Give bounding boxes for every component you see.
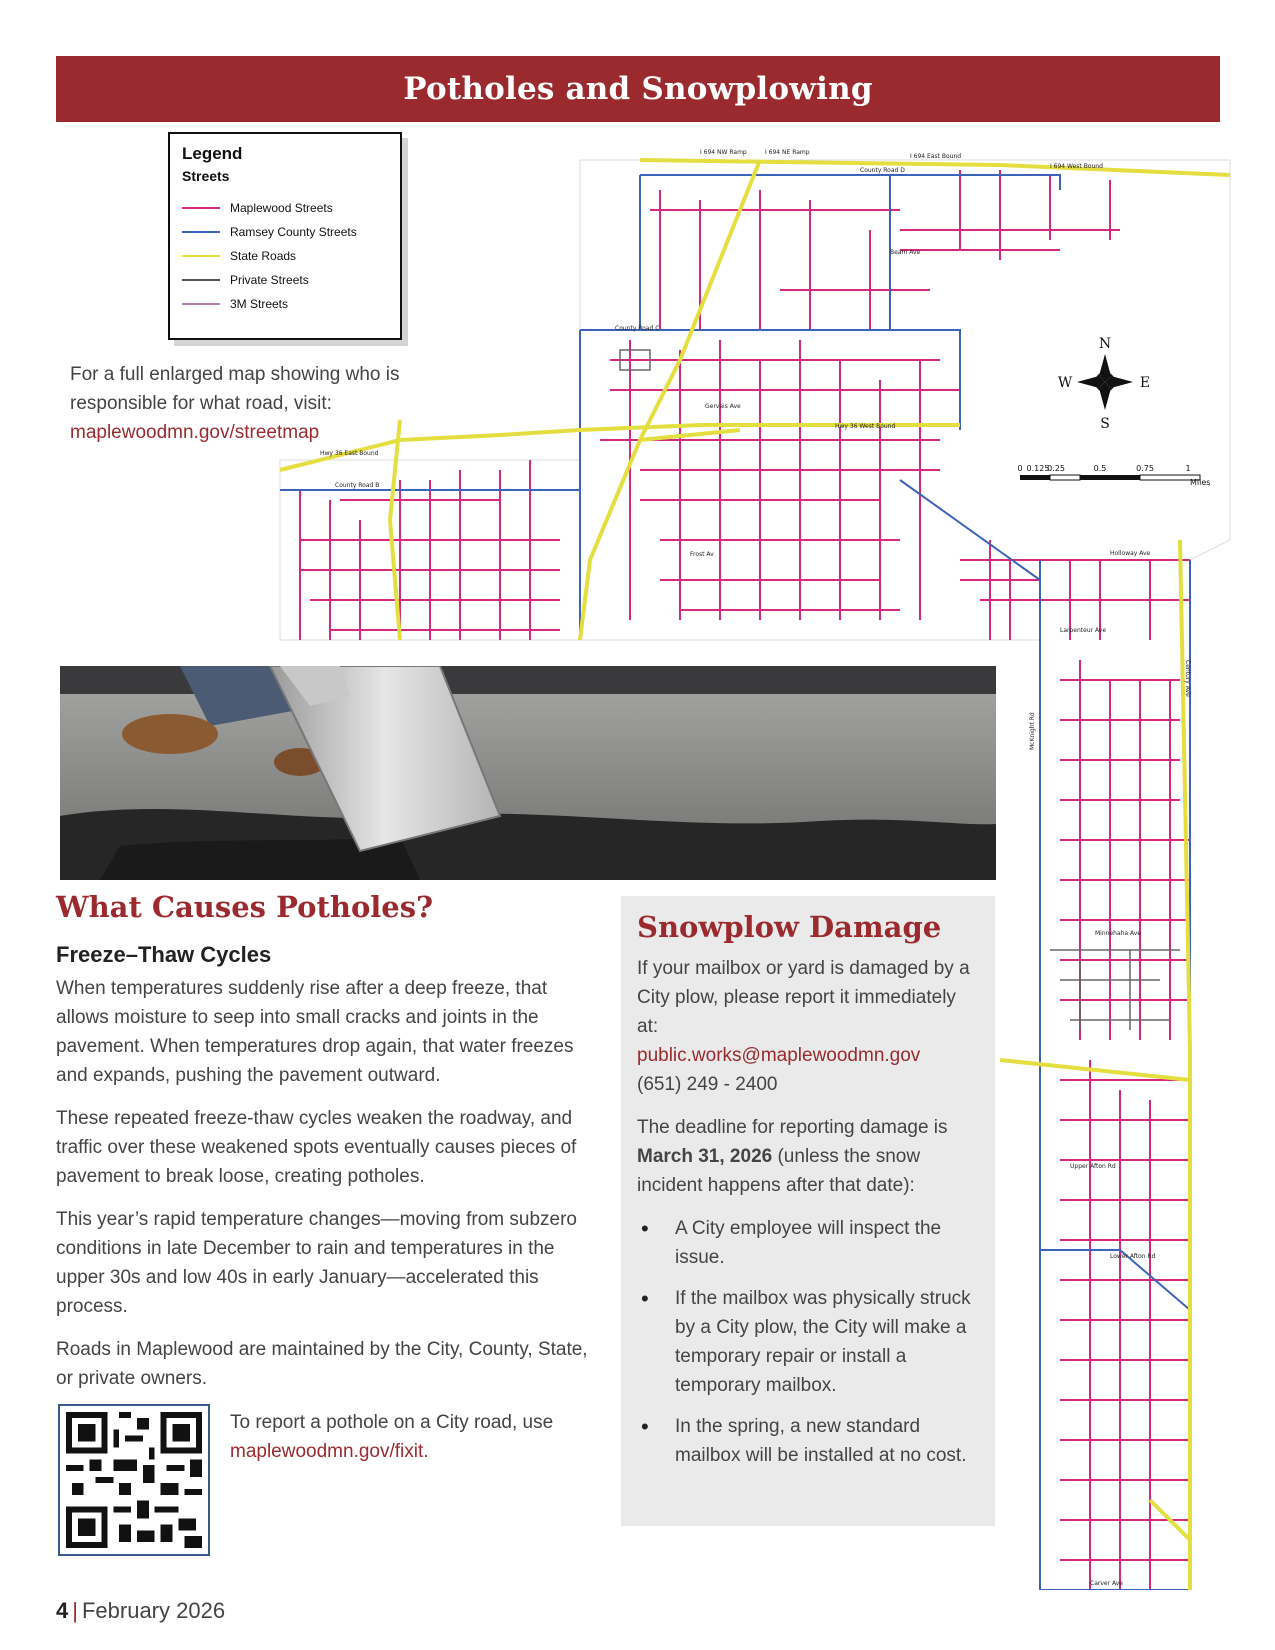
list-item: • A City employee will inspect the issue. (637, 1214, 979, 1272)
map-label: Beam Ave (890, 249, 921, 256)
legend-label: Private Streets (230, 273, 309, 287)
scale-bar (1017, 464, 1210, 487)
legend-title: Legend (182, 144, 243, 163)
map-note (70, 360, 430, 447)
scale-tick: 0.125 (1026, 464, 1050, 473)
report-text: To report a pothole on a City road, use (230, 1412, 554, 1433)
potholes-heading: What Causes Potholes? (56, 890, 434, 924)
legend-subtitle: Streets (182, 168, 230, 184)
map-label: County Road C (615, 325, 660, 332)
legend-label: Maplewood Streets (230, 201, 333, 215)
legend-swatch (182, 255, 220, 257)
compass-e: E (1139, 375, 1151, 391)
deadline-paragraph (637, 1113, 979, 1200)
snowplow-section (621, 896, 995, 1526)
page-banner (56, 56, 1220, 122)
freeze-thaw-subheading: Freeze–Thaw Cycles (56, 942, 272, 967)
map-label: County Road D (860, 167, 905, 174)
legend-item (182, 292, 388, 316)
map-label: Hwy 36 East Bound (320, 450, 379, 457)
legend-swatch (182, 303, 220, 305)
legend-item (182, 268, 388, 292)
compass-w: W (1057, 375, 1073, 391)
map-label: McKnight Rd (1029, 712, 1036, 750)
pothole-photo (60, 666, 996, 880)
snowplow-intro (637, 954, 979, 1099)
deadline-post: (unless the snow incident happens after that date): (637, 1146, 921, 1196)
legend-label: Ramsey County Streets (230, 225, 357, 239)
deadline-pre: The deadline for reporting damage is (637, 1117, 948, 1138)
map-label: I 694 NW Ramp (700, 149, 747, 156)
snowplow-intro-text: If your mailbox or yard is damaged by a City plow, please report it immediately at: (637, 958, 970, 1037)
potholes-section (56, 890, 596, 1407)
scale-tick: 0.25 (1047, 464, 1065, 473)
potholes-paragraph: When temperatures suddenly rise after a deep freeze, that allows moisture to seep into small cracks and joints in the pavement. When temperatures drop again, that water freezes and expands, pushing the pavement outward. (56, 978, 574, 1086)
scale-tick: 0 (1017, 464, 1023, 473)
scale-tick: 0.75 (1136, 464, 1154, 473)
legend-item (182, 244, 388, 268)
map-label: Lower Afton Rd (1110, 1253, 1156, 1260)
snowplow-bullets (637, 1214, 979, 1470)
legend-swatch (182, 279, 220, 281)
map-note-text: For a full enlarged map showing who is responsible for what road, visit: (70, 364, 400, 414)
map-label: Minnehaha Ave (1095, 930, 1142, 937)
potholes-paragraph: This year’s rapid temperature changes—moving from subzero conditions in late December to rain and temperatures in the upper 30s and low 40s in early January—accelerated this process. (56, 1209, 577, 1317)
potholes-paragraph: These repeated freeze-thaw cycles weaken the roadway, and traffic over these weakened spots eventually causes pieces of pavement to break loose, creating potholes. (56, 1108, 577, 1187)
map-label: I 694 NE Ramp (765, 149, 810, 156)
map-label: Century Ave (1184, 660, 1191, 697)
map-label: Gervais Ave (705, 403, 741, 410)
fixit-link[interactable]: maplewoodmn.gov/fixit. (230, 1441, 429, 1462)
map-label: Frost Av (690, 551, 714, 558)
legend-item (182, 196, 388, 220)
compass-s: S (1100, 416, 1110, 432)
legend-label: 3M Streets (230, 297, 289, 311)
legend-item (182, 220, 388, 244)
list-item: • If the mailbox was physically struck by a City plow, the City will make a temporary repair or install a temporary mailbox. (637, 1284, 979, 1400)
issue-date: February 2026 (81, 1598, 226, 1623)
report-pothole-text (230, 1408, 590, 1466)
potholes-paragraph: Roads in Maplewood are maintained by the City, County, State, or private owners. (56, 1339, 588, 1389)
map-label: I 694 East Bound (910, 153, 962, 160)
deadline-date: March 31, 2026 (637, 1146, 773, 1167)
map-label: Carver Ave (1090, 1580, 1123, 1587)
scale-unit: Miles (1190, 478, 1211, 487)
map-label: County Road B (335, 482, 380, 489)
map-label: Holloway Ave (1110, 550, 1151, 557)
streetmap-link[interactable]: maplewoodmn.gov/streetmap (70, 422, 320, 443)
legend-swatch (182, 207, 220, 209)
map-label: Larpenteur Ave (1060, 627, 1107, 634)
map-label: Hwy 36 West Bound (835, 423, 896, 430)
map-label: Upper Afton Rd (1070, 1163, 1116, 1170)
page-footer (56, 1598, 225, 1624)
footer-divider: | (72, 1598, 78, 1623)
scale-tick: 0.5 (1093, 464, 1107, 473)
scale-tick: 1 (1185, 464, 1191, 473)
legend-label: State Roads (230, 249, 297, 263)
compass-n: N (1098, 336, 1112, 352)
phone-number: (651) 249 - 2400 (637, 1074, 778, 1095)
page-title: Potholes and Snowplowing (403, 71, 873, 107)
legend-swatch (182, 231, 220, 233)
compass-rose (1058, 336, 1150, 432)
email-link[interactable]: public.works@maplewoodmn.gov (637, 1045, 921, 1066)
map-label: I 694 West Bound (1050, 163, 1103, 170)
list-item: • In the spring, a new standard mailbox will be installed at no cost. (637, 1412, 979, 1470)
page-number: 4 (56, 1598, 69, 1623)
map-legend (168, 132, 402, 340)
snowplow-heading: Snowplow Damage (637, 910, 942, 944)
qr-code[interactable] (58, 1404, 210, 1556)
